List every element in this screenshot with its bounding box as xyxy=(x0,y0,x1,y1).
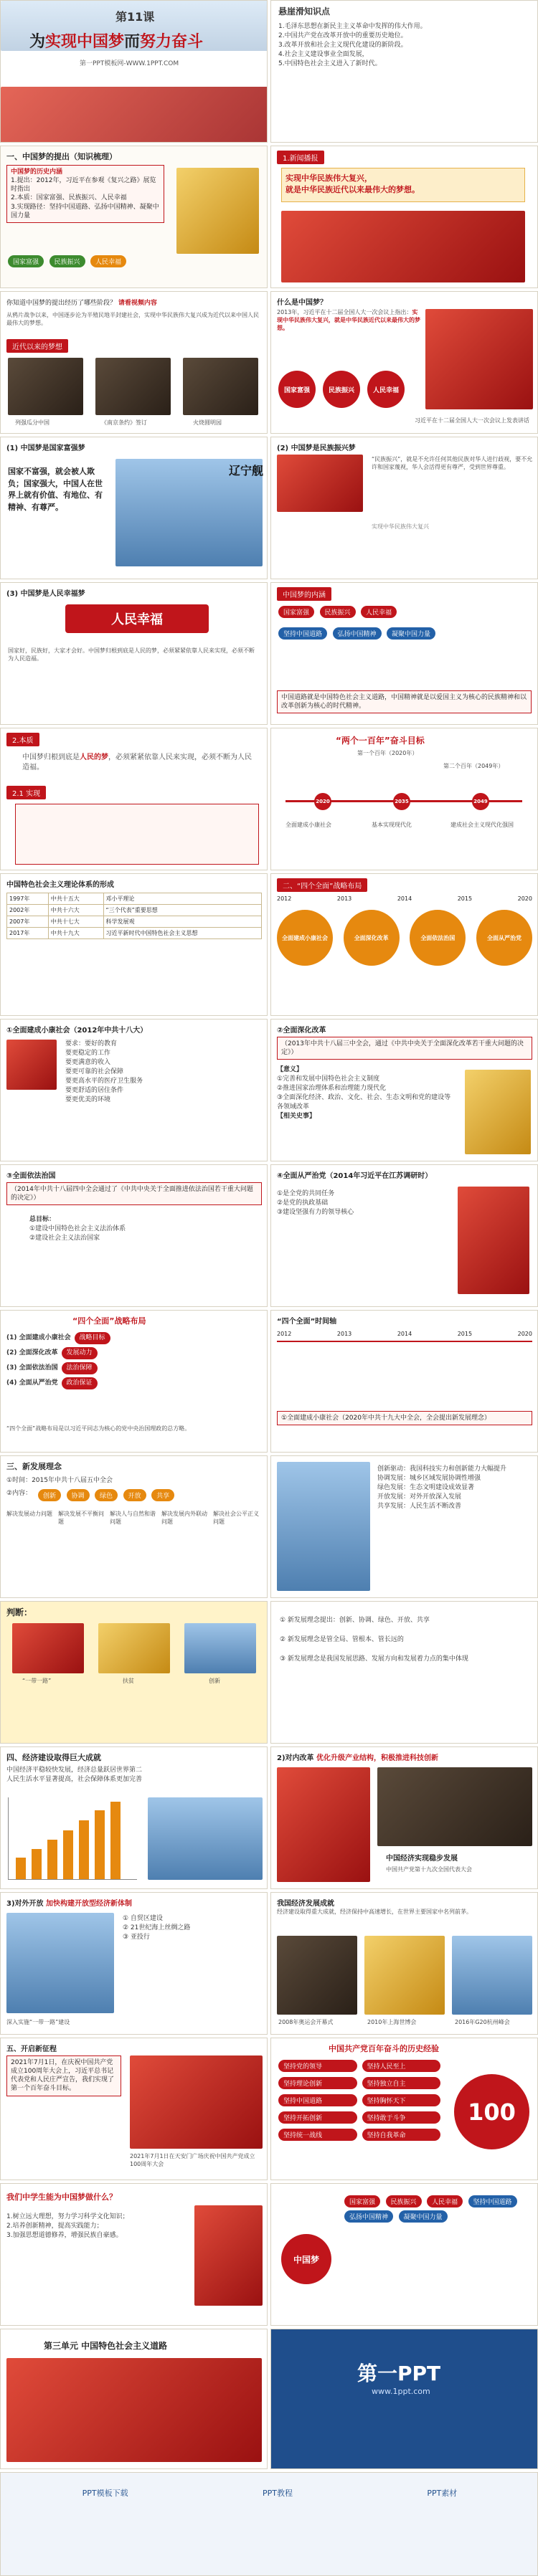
point-2: 2.中国共产党在改革开放中的重要历史地位。 xyxy=(278,32,407,40)
domestic-heading: 2)对内改革 优化升级产业结构，积极推进科技创新 xyxy=(277,1754,439,1762)
slide-history[interactable] xyxy=(0,291,268,434)
achieve-caption-3: 2016年G20杭州峰会 xyxy=(455,2019,510,2025)
tag-1: 国家富强 xyxy=(8,255,44,267)
economy-line-1: 中国经济平稳较快发展，经济总量跃居世界第二 xyxy=(6,1767,143,1774)
connotation-tags xyxy=(277,604,398,619)
what-heading: 什么是中国梦？ xyxy=(277,299,327,307)
timeline-year-2: 2013 xyxy=(336,1331,352,1337)
reform-line-5: 【相关史事】 xyxy=(277,1113,316,1121)
history-photo-caption-2: 《南京条约》签订 xyxy=(101,419,147,426)
judge-heading: 判断： xyxy=(6,1607,33,1617)
slide-strategy-summary[interactable] xyxy=(0,1310,268,1453)
economy-bar xyxy=(32,1849,42,1879)
connotation-note: 中国道路就是中国特色社会主义道路，中国精神就是以爱国主义为核心的民族精神和以改革创新为核心的时代精神。 xyxy=(277,690,532,713)
law-heading: ③全面依法治国 xyxy=(6,1172,56,1180)
dev-line-5: 共享发展：人民生活不断改善 xyxy=(377,1503,462,1511)
news-photo xyxy=(281,211,525,282)
timeline-year-4: 2015 xyxy=(457,1331,473,1337)
slide-concept-list[interactable] xyxy=(270,1601,538,1744)
footer-link-2[interactable]: PPT教程 xyxy=(262,2489,293,2498)
history-body: 从鸦片战争以来，中国逐步沦为半殖民地半封建社会，实现中华民族伟大复兴成为近代以来中国人民最伟大的梦想。 xyxy=(6,312,259,326)
economy-bar xyxy=(79,1820,89,1879)
concept-list xyxy=(280,1616,531,1664)
law-goal-2: ②建设社会主义法治国家 xyxy=(29,1235,100,1242)
four-item-4: 全面从严治党 xyxy=(476,910,532,966)
prosperous-heading: ①全面建成小康社会（2012年中共十八大） xyxy=(6,1027,148,1035)
reform-line-1: 【意义】 xyxy=(277,1066,303,1073)
judge-item-1: “一带一路” xyxy=(22,1678,52,1684)
dev-pill-4: 开放 xyxy=(123,1489,146,1501)
dev-pill-2: 协调 xyxy=(67,1489,90,1501)
open-map xyxy=(6,1913,114,2013)
concept-photo xyxy=(176,168,259,254)
experience-item: 坚持自我革命 xyxy=(362,2129,441,2141)
students-item-3: 3.加强思想道德修养，增强民族自豪感。 xyxy=(6,2232,123,2240)
dev-pills xyxy=(37,1488,176,1503)
students-photo xyxy=(194,2205,263,2306)
four-item-2: 全面深化改革 xyxy=(344,910,400,966)
law-goal-label: 总目标： xyxy=(29,1216,56,1223)
what-caption: 习近平在十二届全国人大一次会议上发表讲话 xyxy=(415,417,529,424)
rich-heading: (1) 中国梦是国家富强梦 xyxy=(6,445,85,452)
slide-rule-of-law[interactable] xyxy=(0,1164,268,1307)
centenary-point-3: 2049 xyxy=(472,793,489,810)
timeline-axis xyxy=(277,1341,532,1342)
experience-item: 坚持人民至上 xyxy=(362,2060,441,2072)
logo-url[interactable]: www.1ppt.com xyxy=(372,2387,430,2396)
history-answer: 请看视频内容 xyxy=(118,300,157,307)
reform-line-4: ③全面深化经济、政治、文化、社会、生态文明和党的建设等各领域改革 xyxy=(277,1094,451,1111)
journey-body: 2021年7月1日，在庆祝中国共产党成立100周年大会上，习近平总书记代表党和人民庄严宣告，我们实现了第一个百年奋斗目标。 xyxy=(6,2055,121,2096)
essence-tag-2: 2.1 实现 xyxy=(6,786,46,799)
achieve-photo-2 xyxy=(364,1936,445,2015)
concept-list-3: ③ 新发展理念是我国发展思路、发展方向和发展着力点的集中体现 xyxy=(280,1655,468,1663)
slide-achievements[interactable] xyxy=(270,1892,538,2035)
journey-caption: 2021年7月1日在天安门广场庆祝中国共产党成立100周年大会 xyxy=(130,2153,255,2167)
tag-3: 人民幸福 xyxy=(90,255,126,267)
prosperous-line-6: 要更舒适的居住条件 xyxy=(65,1087,124,1095)
footer-cols xyxy=(15,2487,524,2499)
experience-item: 坚持开拓创新 xyxy=(278,2111,357,2124)
slide-rich-country[interactable] xyxy=(0,437,268,579)
what-photo xyxy=(425,309,533,409)
dev-map-photo xyxy=(277,1462,370,1591)
experience-item: 坚持党的领导 xyxy=(278,2060,357,2072)
table-row: 1997年 中共十五大 邓小平理论 xyxy=(7,893,262,905)
strategy-row-2: (2) 全面深化改革 发展动力 xyxy=(6,1346,262,1361)
economy-line-2: 人民生活水平显著提高，社会保障体系更加完善 xyxy=(6,1776,143,1784)
summary-item-6: 凝聚中国力量 xyxy=(399,2210,448,2223)
judge-photo-1 xyxy=(12,1623,84,1673)
strict-heading: ④全面从严治党（2014年习近平在江苏调研时） xyxy=(277,1172,433,1180)
students-item-1: 1.树立远大理想，努力学习科学文化知识； xyxy=(6,2213,129,2220)
centenary-heading: “两个一百年”奋斗目标 xyxy=(336,736,425,746)
table-row: 2017年 中共十九大 习近平新时代中国特色社会主义思想 xyxy=(7,928,262,939)
strategy-footer: “四个全面”战略布局是以习近平同志为核心的党中央治国理政的总方略。 xyxy=(6,1425,191,1432)
centenary-goal-1: 全面建成小康社会 xyxy=(285,822,331,828)
strict-line-3: ③建设坚强有力的领导核心 xyxy=(277,1209,354,1217)
slide-what-is[interactable] xyxy=(270,291,538,434)
summary-item-1: 国家富强 xyxy=(344,2195,380,2207)
table-row: 2002年 中共十六大 “三个代表”重要思想 xyxy=(7,905,262,916)
dev-sub-5: 解决社会公平正义问题 xyxy=(213,1511,259,1525)
slide-unit[interactable] xyxy=(0,2329,268,2469)
strategy-heading: “四个全面”战略布局 xyxy=(72,1316,146,1326)
students-question: 我们中学生能为中国梦做什么？ xyxy=(6,2192,117,2202)
connotation-tag-1: 国家富强 xyxy=(278,606,314,618)
what-body: 2013年，习近平在十二届全国人大一次会议上指出：实现中华民族伟大复兴，就是中华民族近代以来最伟大的梦想。 xyxy=(277,309,420,331)
timeline-heading: “四个全面”时间轴 xyxy=(277,1318,337,1326)
economy-bar xyxy=(63,1830,73,1879)
concept-line-2: 2.本质：国家富强、民族振兴、人民幸福 xyxy=(11,194,127,202)
reform-photo xyxy=(465,1070,531,1154)
open-item-3: ③ 亚投行 xyxy=(123,1934,150,1941)
summary-item-5: 弘扬中国精神 xyxy=(344,2210,393,2223)
slide-essence[interactable] xyxy=(0,728,268,870)
four-items xyxy=(277,910,532,966)
footer-link-1[interactable]: PPT模板下载 xyxy=(82,2489,128,2498)
four-year-1: 2012 xyxy=(277,895,292,902)
table-row: 2007年 中共十七大 科学发展观 xyxy=(7,916,262,928)
law-goal-1: ①建设中国特色社会主义法治体系 xyxy=(29,1225,126,1233)
slide-moderately-prosperous[interactable] xyxy=(0,1019,268,1161)
slide-two-centenary[interactable] xyxy=(270,728,538,870)
reform-list xyxy=(277,1065,456,1121)
connotation-row-1: 坚持中国道路 xyxy=(278,627,327,640)
history-photo-caption-3: 火烧圆明园 xyxy=(193,419,222,426)
concept-box-title: 中国梦的历史内涵 xyxy=(11,168,63,176)
timeline-note: ①全面建成小康社会（2020年中共十九大中全会，全会提出新发展理念） xyxy=(277,1411,532,1425)
dev-sub-4: 解决发展内外联动问题 xyxy=(161,1511,207,1525)
dev-line-4: 开放发展：对外开放深入发展 xyxy=(377,1493,462,1501)
dev-heading: 三、新发展理念 xyxy=(6,1462,62,1471)
judge-item-2: 扶贫 xyxy=(123,1678,134,1684)
slide-theory-table[interactable] xyxy=(0,873,268,1016)
experience-badge: 100 xyxy=(454,2074,529,2149)
slide-opening-up[interactable] xyxy=(0,1892,268,2035)
slide-people-happiness[interactable] xyxy=(0,582,268,725)
achieve-photo-1 xyxy=(277,1936,357,2015)
summary-items xyxy=(343,2194,529,2224)
essence-box xyxy=(15,804,259,865)
slide-deepen-reform[interactable] xyxy=(270,1019,538,1161)
reform-heading: ②全面深化改革 xyxy=(277,1027,326,1035)
history-caption-tag: 近代以来的梦想 xyxy=(6,339,68,353)
centenary-point-1: 2020 xyxy=(314,793,331,810)
footer-panel xyxy=(0,2472,538,2576)
theory-heading: 中国特色社会主义理论体系的形成 xyxy=(6,881,114,889)
students-list xyxy=(6,2213,186,2240)
rich-body: 国家不富强，就会被人欺负；国家强大，中国人在世界上就有价值、有地位、有精神、有尊严。 xyxy=(8,467,103,512)
carrier-label: 辽宁舰 xyxy=(229,464,264,477)
four-item-1: 全面建成小康社会 xyxy=(277,910,333,966)
point-1: 1.毛泽东思想在新民主主义革命中发挥的伟大作用。 xyxy=(278,23,427,30)
connotation-row-2: 弘扬中国精神 xyxy=(333,627,382,640)
point-5: 5.中国特色社会主义进入了新时代。 xyxy=(278,60,382,68)
four-item-3: 全面依法治国 xyxy=(410,910,466,966)
footer-link-3[interactable]: PPT素材 xyxy=(427,2489,458,2498)
reform-line-3: ②推进国家治理体系和治理能力现代化 xyxy=(277,1085,387,1093)
summary-item-3: 人民幸福 xyxy=(427,2195,463,2207)
judge-photo-2 xyxy=(98,1623,170,1673)
students-item-2: 2.培养创新精神，提高实践能力； xyxy=(6,2223,103,2230)
slide-title[interactable] xyxy=(0,0,268,143)
slide-history-experience[interactable] xyxy=(270,2038,538,2180)
centenary-label-1: 第一个百年（2020年） xyxy=(357,750,418,756)
achieve-caption-2: 2010年上海世博会 xyxy=(367,2019,417,2025)
news-quote-line2: 就是中华民族近代以来最伟大的梦想。 xyxy=(285,185,420,194)
four-year-4: 2015 xyxy=(457,895,473,902)
four-year-5: 2020 xyxy=(517,895,532,902)
law-goals xyxy=(29,1215,259,1243)
dev-pill-5: 共享 xyxy=(151,1489,174,1501)
prosperous-line-2: 要更稳定的工作 xyxy=(65,1050,111,1058)
open-item-2: ② 21世纪海上丝绸之路 xyxy=(123,1924,191,1932)
slide-development-images[interactable] xyxy=(270,1455,538,1598)
journey-photo xyxy=(130,2055,263,2149)
slide-new-development[interactable] xyxy=(0,1455,268,1598)
experience-grid xyxy=(277,2058,442,2142)
slide-students[interactable] xyxy=(0,2183,268,2326)
nation-heading: (2) 中国梦是民族振兴梦 xyxy=(277,445,356,452)
domestic-photo-2 xyxy=(377,1767,532,1846)
concept-line-1: 1.提出：2012年，习近平在参观《复兴之路》展览时指出 xyxy=(11,177,156,194)
slide-connotation[interactable] xyxy=(270,582,538,725)
news-quote xyxy=(281,168,525,202)
slide-nation-revival[interactable] xyxy=(270,437,538,579)
connotation-row-3: 凝聚中国力量 xyxy=(387,627,435,640)
concept-list-1: ① 新发展理念提出：创新、协调、绿色、开放、共享 xyxy=(280,1617,430,1624)
achieve-photo-3 xyxy=(452,1936,532,2015)
timeline-year-3: 2014 xyxy=(397,1331,412,1337)
experience-item: 坚持统一战线 xyxy=(278,2129,357,2141)
slide-domestic-reform[interactable] xyxy=(270,1746,538,1889)
strategy-row-3: (3) 全面依法治国 法治保障 xyxy=(6,1361,262,1376)
essence-tag: 2.本质 xyxy=(6,733,39,746)
point-3: 3.改革开放和社会主义现代化建设的新阶段。 xyxy=(278,42,407,49)
history-photo-caption-1: 列强瓜分中国 xyxy=(15,419,49,426)
circle-3: 人民幸福 xyxy=(367,371,405,408)
dev-sub-2: 解决发展不平衡问题 xyxy=(58,1511,104,1525)
judge-item-3: 创新 xyxy=(209,1678,220,1684)
dev-time: ①时间：2015年中共十八届五中全会 xyxy=(6,1477,113,1484)
timeline-year-5: 2020 xyxy=(517,1331,532,1337)
dev-line-3: 绿色发展：生态文明建设成效显著 xyxy=(377,1484,475,1492)
dev-line-1: 创新驱动：我国科技实力和创新能力大幅提升 xyxy=(377,1465,507,1473)
experience-heading: 中国共产党百年奋斗的历史经验 xyxy=(329,2044,439,2053)
nation-photo xyxy=(277,455,363,512)
open-heading: 3)对外开放 加快构建开放型经济新体制 xyxy=(6,1900,133,1908)
centenary-point-2: 2035 xyxy=(393,793,410,810)
economy-bar xyxy=(16,1858,26,1879)
slide-judge[interactable] xyxy=(0,1601,268,1744)
dev-line-2: 协调发展：城乡区域发展协调性增强 xyxy=(377,1475,481,1483)
strategy-row-4: (4) 全面从严治党 政治保证 xyxy=(6,1376,262,1391)
summary-center: 中国梦 xyxy=(281,2234,331,2284)
history-question: 你知道中国梦的提出经历了哪些阶段？ 请看视频内容 xyxy=(6,300,157,307)
slide-summary-map[interactable] xyxy=(270,2183,538,2326)
history-photo-1 xyxy=(8,358,83,415)
slide-new-journey[interactable] xyxy=(0,2038,268,2180)
strict-photo xyxy=(458,1187,529,1294)
prosperous-list xyxy=(65,1040,259,1105)
summary-item-4: 坚持中国道路 xyxy=(468,2195,517,2207)
centenary-goal-2: 基本实现现代化 xyxy=(372,822,412,828)
economy-heading: 四、经济建设取得巨大成就 xyxy=(6,1753,101,1762)
history-photo-2 xyxy=(95,358,171,415)
happy-banner: 人民幸福 xyxy=(65,604,209,633)
experience-item: 坚持胸怀天下 xyxy=(362,2094,441,2106)
slide-title-text: 为实现中国梦而努力奋斗 xyxy=(29,33,204,51)
connotation-rows xyxy=(277,626,437,641)
connotation-tag-3: 人民幸福 xyxy=(361,606,397,618)
strict-list xyxy=(277,1189,449,1217)
four-years xyxy=(277,895,532,902)
prosperous-photo xyxy=(6,1040,57,1090)
judge-photo-3 xyxy=(184,1623,256,1673)
economy-bar xyxy=(95,1810,105,1879)
happy-body: 国家好，民族好，大家才会好。中国梦归根到底是人民的梦，必须紧紧依靠人民来实现，必须不断为人民造福。 xyxy=(8,647,255,662)
concept-heading: 一、中国梦的提出（知识梳理） xyxy=(6,152,117,161)
concept-box xyxy=(6,165,164,223)
prosperous-line-5: 要更高水平的医疗卫生服务 xyxy=(65,1078,143,1085)
circle-1: 国家富强 xyxy=(278,371,316,408)
timeline-years xyxy=(277,1331,532,1337)
concept-tags xyxy=(6,254,128,269)
dev-lines xyxy=(377,1465,532,1511)
concept-line-3: 3.实现路径：坚持中国道路、弘扬中国精神、凝聚中国力量 xyxy=(11,203,159,219)
economy-photo xyxy=(148,1797,263,1880)
dev-content-label: ②内容： xyxy=(6,1490,32,1497)
nation-quote: “民族振兴”，就是不允许任何其他民族对华人进行歧视，要不允许和国家蔑视，华人会活得更有尊严，受到世界尊重。 xyxy=(372,456,533,470)
nation-caption: 实现中华民族伟大复兴 xyxy=(372,523,429,530)
economy-chart xyxy=(8,1797,137,1880)
circle-2: 民族振兴 xyxy=(323,371,360,408)
prosperous-line-1: 要求：要好的教育 xyxy=(65,1040,118,1047)
slide-news[interactable] xyxy=(270,146,538,288)
dev-sub-1: 解决发展动力问题 xyxy=(6,1511,52,1517)
tag-2: 民族振兴 xyxy=(49,255,85,267)
news-quote-line1: 实现中华民族伟大复兴， xyxy=(285,174,372,183)
experience-item: 坚持独立自主 xyxy=(362,2077,441,2089)
slide-points[interactable] xyxy=(270,0,538,143)
slide-concept-map[interactable] xyxy=(0,146,268,288)
open-item-1: ① 自贸区建设 xyxy=(123,1915,163,1922)
dev-pill-1: 创新 xyxy=(38,1489,61,1501)
news-tag: 1.新闻播报 xyxy=(277,151,324,164)
achieve-heading: 我国经济发展成就 xyxy=(277,1900,334,1908)
strategy-rows xyxy=(6,1331,262,1391)
slide-strict-governance[interactable] xyxy=(270,1164,538,1307)
concept-list-2: ② 新发展理念是管全局、管根本、管长远的 xyxy=(280,1636,404,1644)
law-intro: （2014年中共十八届四中全会通过了《中共中央关于全面推进依法治国若干重大问题的决定》） xyxy=(6,1182,262,1205)
strict-line-1: ①是全党的共同任务 xyxy=(277,1190,335,1197)
experience-item: 坚持敢于斗争 xyxy=(362,2111,441,2124)
economy-lines xyxy=(6,1766,262,1784)
strategy-row-1: (1) 全面建成小康社会 战略目标 xyxy=(6,1331,262,1346)
domestic-caption: 中国经济实现稳步发展 xyxy=(386,1855,458,1863)
experience-item: 坚持理论创新 xyxy=(278,2077,357,2089)
history-photo-3 xyxy=(183,358,258,415)
four-tag: 二、“四个全面”战略布局 xyxy=(277,878,367,892)
economy-bar xyxy=(47,1840,57,1879)
summary-item-2: 民族振兴 xyxy=(386,2195,422,2207)
connotation-tag-2: 民族振兴 xyxy=(320,606,356,618)
timeline-year-1: 2012 xyxy=(277,1331,292,1337)
four-year-2: 2013 xyxy=(336,895,352,902)
achieve-body: 经济建设取得重大成就，经济保持中高速增长，在世界主要国家中名列前茅。 xyxy=(277,1909,472,1915)
slide-logo[interactable] xyxy=(270,2329,538,2469)
prosperous-line-3: 要更满意的收入 xyxy=(65,1059,111,1067)
dev-pill-3: 绿色 xyxy=(95,1489,118,1501)
point-4: 4.社会主义建设事业全面发展， xyxy=(278,51,369,59)
credit: 第一PPT模板网-WWW.1PPT.COM xyxy=(80,60,179,67)
domestic-sub: 中国共产党第十九次全国代表大会 xyxy=(386,1866,472,1873)
points-list xyxy=(278,22,529,69)
domestic-photo-1 xyxy=(277,1767,370,1882)
centenary-label-2: 第二个百年（2049年） xyxy=(443,763,504,769)
prosperous-line-7: 要更优美的环境 xyxy=(65,1096,111,1104)
prosperous-line-4: 要更可靠的社会保障 xyxy=(65,1068,124,1076)
essence-body: 中国梦归根到底是人民的梦，必须紧紧依靠人民来实现，必须不断为人民造福。 xyxy=(22,754,252,771)
open-items xyxy=(123,1914,263,1942)
slide-strategy-timeline[interactable] xyxy=(270,1310,538,1453)
happy-heading: (3) 中国梦是人民幸福梦 xyxy=(6,590,85,598)
centenary-goal-3: 建成社会主义现代化强国 xyxy=(450,822,514,828)
reform-line-2: ①完善和发展中国特色社会主义制度 xyxy=(277,1075,380,1083)
strict-line-2: ②是党的执政基础 xyxy=(277,1199,329,1207)
lesson-number: 第11课 xyxy=(115,10,155,24)
journey-heading: 五、开启新征程 xyxy=(6,2045,57,2053)
achieve-caption-1: 2008年奥运会开幕式 xyxy=(278,2019,334,2025)
great-wall-photo xyxy=(1,87,268,143)
points-heading: 悬崖滑知识点 xyxy=(278,6,331,16)
unit-photo xyxy=(6,2358,262,2462)
slide-economy[interactable] xyxy=(0,1746,268,1889)
economy-bar xyxy=(110,1802,121,1879)
four-year-3: 2014 xyxy=(397,895,412,902)
dev-subs xyxy=(6,1511,262,1526)
logo-text: 第一PPT xyxy=(357,2362,441,2385)
experience-item: 坚持中国道路 xyxy=(278,2094,357,2106)
unit-title: 第三单元 中国特色社会主义道路 xyxy=(44,2341,168,2351)
theory-table xyxy=(6,893,262,939)
connotation-tag: 中国梦的内涵 xyxy=(277,587,331,601)
theory-table-wrap xyxy=(6,893,262,939)
reform-intro: （2013年中共十八届三中全会，通过《中共中央关于全面深化改革若干重大问题的决定》） xyxy=(277,1037,532,1060)
open-caption: 深入实施“一带一路”建设 xyxy=(6,2019,70,2025)
dev-sub-3: 解决人与自然和谐问题 xyxy=(110,1511,156,1525)
slide-four-comprehensives[interactable] xyxy=(270,873,538,1016)
